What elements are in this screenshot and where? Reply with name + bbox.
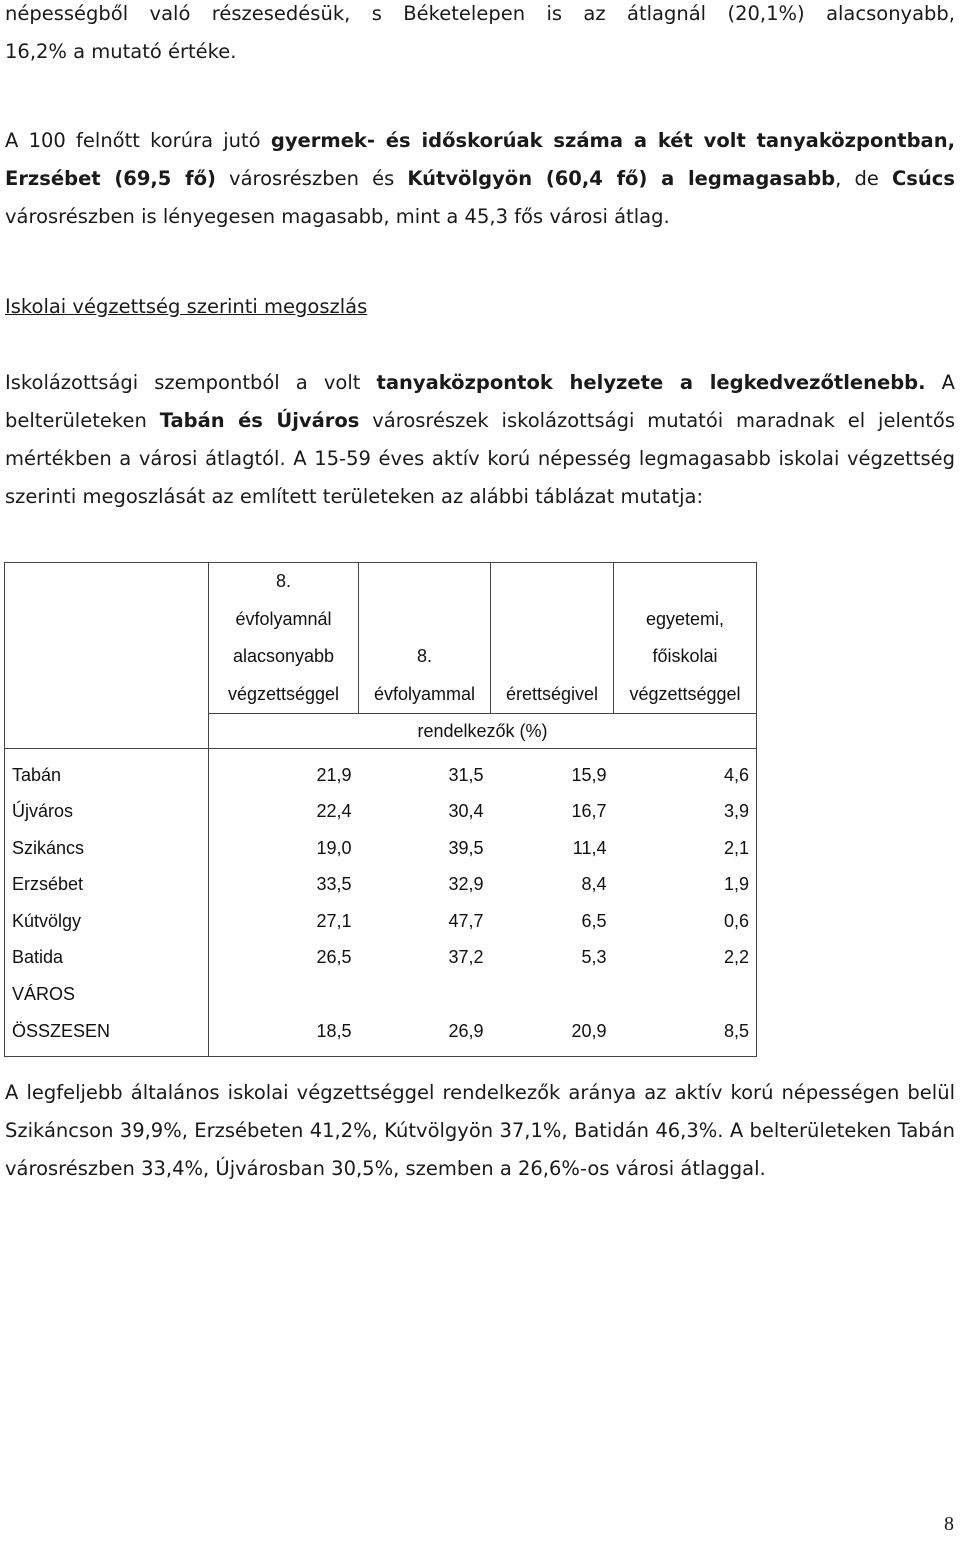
cell-value: 26,5 xyxy=(209,940,359,977)
header-8th-grade xyxy=(359,563,491,714)
row-label: Batida xyxy=(5,940,209,977)
cell-value: 33,5 xyxy=(209,867,359,904)
cell-value: 22,4 xyxy=(209,794,359,831)
page-number: 8 xyxy=(944,1513,954,1535)
p1-bold-2: Kútvölgyön (60,4 fő) a legmagasabb xyxy=(407,167,836,190)
header-col2-line4: évfolyammal xyxy=(373,683,476,704)
header-col3-line4: érettségivel xyxy=(505,683,599,704)
cell-value: 2,1 xyxy=(614,830,757,867)
row-label-header xyxy=(5,563,209,749)
total-label-line1: VÁROS xyxy=(12,984,76,1004)
row-label: Tabán xyxy=(5,749,209,794)
p1-bold-1: gyermek- és időskorúak száma a két volt tanyaközpontban, Erzsébet (69,5 fő) xyxy=(5,129,955,190)
header-high-school xyxy=(491,563,614,714)
section-heading: Iskolai végzettség szerinti megoszlás xyxy=(5,295,368,318)
p1-text-1: A 100 felnőtt korúra jutó xyxy=(5,129,271,152)
header-col4-line2: egyetemi, xyxy=(645,608,725,629)
cell-value: 6,5 xyxy=(581,910,607,931)
dependency-ratio-paragraph xyxy=(5,122,955,236)
p1-text-2: városrészben és xyxy=(215,167,408,190)
education-paragraph xyxy=(5,364,955,516)
header-col1-line1: 8. xyxy=(275,571,291,591)
p1-text-3: , de xyxy=(835,167,892,190)
table-row xyxy=(5,749,757,794)
p2-text-3: városrészek iskolázottsági mutatói maradnak el jelentős mértékben a városi átlagtól. A 15-59 éves aktív korú népesség legmagasabb iskolai végzettség szerinti megoszlását az említett területeken az alábbi táblázat mutatja: xyxy=(5,409,955,508)
intro-paragraph xyxy=(5,0,955,71)
table-row xyxy=(5,867,757,904)
cell-value: 21,9 xyxy=(209,749,359,794)
total-label xyxy=(5,976,209,1057)
total-value: 8,5 xyxy=(614,976,757,1057)
cell-value: 4,6 xyxy=(614,749,757,794)
table-total-row xyxy=(5,976,757,1057)
cell-value: 16,7 xyxy=(571,801,607,822)
table-row xyxy=(5,940,757,977)
intro-line-b: 16,2% a mutató értéke. xyxy=(5,40,237,63)
p2-text-2: A belterületeken xyxy=(5,371,956,432)
p1-text-4: városrészben is lényegesen magasabb, mint a 45,3 fős városi átlag. xyxy=(5,205,670,228)
table-row xyxy=(5,903,757,940)
p2-bold-2: Tabán és Újváros xyxy=(159,409,360,432)
table-row xyxy=(5,830,757,867)
total-label-line2: ÖSSZESEN xyxy=(12,1021,111,1041)
total-value: 20,9 xyxy=(491,976,614,1057)
row-label: Kútvölgy xyxy=(5,903,209,940)
cell-value: 37,2 xyxy=(448,947,484,968)
header-col4-line1 xyxy=(621,563,749,601)
cell-value: 1,9 xyxy=(614,867,757,904)
cell-value: 19,0 xyxy=(209,830,359,867)
row-label: Újváros xyxy=(5,794,209,831)
cell-value: 31,5 xyxy=(448,764,484,785)
cell-value: 5,3 xyxy=(581,947,607,968)
header-col3-line3 xyxy=(498,638,606,676)
header-col3-line2 xyxy=(498,601,606,639)
cell-value: 2,2 xyxy=(614,940,757,977)
header-university xyxy=(614,563,757,714)
cell-value: 11,4 xyxy=(572,837,607,858)
p1-bold-3: Csúcs xyxy=(892,167,955,190)
cell-value: 8,4 xyxy=(581,874,607,895)
cell-value: 47,7 xyxy=(448,910,484,931)
header-col2-line3: 8. xyxy=(416,646,432,666)
cell-value: 39,5 xyxy=(448,837,484,858)
header-below-8th-grade xyxy=(209,563,359,714)
education-table xyxy=(4,562,757,1057)
total-value: 26,9 xyxy=(359,976,491,1057)
header-col2-line2 xyxy=(366,601,483,639)
cell-value: 27,1 xyxy=(209,903,359,940)
row-label: Szikáncs xyxy=(5,830,209,867)
cell-value: 15,9 xyxy=(571,764,607,785)
table-header-row xyxy=(5,563,757,714)
row-label: Erzsébet xyxy=(5,867,209,904)
header-col4-line4: végzettséggel xyxy=(629,683,741,704)
p2-text-1: Iskolázottsági szempontból a volt xyxy=(5,371,377,394)
cell-value: 32,9 xyxy=(448,874,484,895)
p2-bold-1: tanyaközpontok helyzete a legkedvezőtlenebb. xyxy=(376,371,926,394)
header-col1-line2: évfolyamnál xyxy=(235,608,332,629)
header-col3-line1 xyxy=(498,563,606,601)
summary-paragraph: A legfeljebb általános iskolai végzettséggel rendelkezők aránya az aktív korú népességen belül Szikáncson 39,9%, Erzsébeten 41,2%, Kútvölgyön 37,1%, Batidán 46,3%. A belterületeken Tabán városrészben 33,4%, Újvárosban 30,5%, szemben a 26,6%-os városi átlaggal. xyxy=(5,1081,955,1180)
header-col2-line1 xyxy=(366,563,483,601)
header-col1-line3: alacsonyabb xyxy=(232,646,335,666)
cell-value: 3,9 xyxy=(614,794,757,831)
header-col4-line3: főiskolai xyxy=(652,646,718,666)
header-col1-line4: végzettséggel xyxy=(227,683,340,704)
total-value: 18,5 xyxy=(209,976,359,1057)
cell-value: 30,4 xyxy=(448,801,484,822)
subheader-cell: rendelkezők (%) xyxy=(209,714,757,749)
intro-line-a: népességből való részesedésük, s Béketelepen is az átlagnál (20,1%) alacsonyabb, xyxy=(5,2,955,25)
table-row xyxy=(5,794,757,831)
cell-value: 0,6 xyxy=(614,903,757,940)
